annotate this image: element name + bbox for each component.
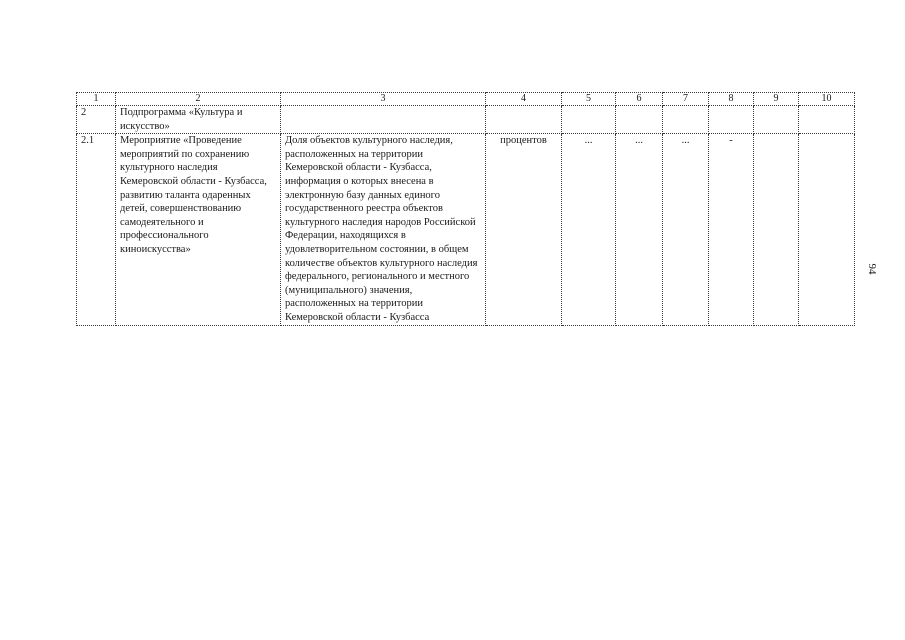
column-header: 9 xyxy=(754,93,799,106)
value-col7: ... xyxy=(663,134,709,325)
measure-number: 2.1 xyxy=(77,134,116,325)
column-header: 7 xyxy=(663,93,709,106)
indicators-table xyxy=(76,92,855,326)
unit-of-measure: процентов xyxy=(486,134,562,325)
table-cell xyxy=(562,106,616,134)
column-header: 3 xyxy=(281,93,486,106)
subprogram-title: Подпрограмма «Культура и искусство» xyxy=(116,106,281,134)
table-row-measure xyxy=(77,134,855,325)
column-header: 2 xyxy=(116,93,281,106)
table-cell xyxy=(281,106,486,134)
value-col8: - xyxy=(709,134,754,325)
value-col10 xyxy=(799,134,855,325)
indicator-description: Доля объектов культурного наследия, расположенных на территории Кемеровской области - Кузбасса, информация о которых внесена в электронную базу данных единого государственного реестра объектов культурного наследия народов Российской Федерации, находящихся в удовлетворительном состоянии, в общем количестве объектов культурного наследия федерального, регионального и местного (муниципального) значения, расположенных на территории Кемеровской области - Кузбасса xyxy=(281,134,486,325)
table-cell xyxy=(486,106,562,134)
value-col6: ... xyxy=(616,134,663,325)
column-header: 1 xyxy=(77,93,116,106)
column-header: 8 xyxy=(709,93,754,106)
table-cell xyxy=(663,106,709,134)
table-header-row xyxy=(77,93,855,106)
column-header: 4 xyxy=(486,93,562,106)
subprogram-number: 2 xyxy=(77,106,116,134)
column-header: 6 xyxy=(616,93,663,106)
table-cell xyxy=(709,106,754,134)
value-col9 xyxy=(754,134,799,325)
table-cell xyxy=(616,106,663,134)
table-row-subprogram xyxy=(77,106,855,134)
table-cell xyxy=(799,106,855,134)
page-number: 94 xyxy=(866,263,878,275)
column-header: 5 xyxy=(562,93,616,106)
column-header: 10 xyxy=(799,93,855,106)
table-cell xyxy=(754,106,799,134)
measure-name: Мероприятие «Проведение мероприятий по сохранению культурного наследия Кемеровской области - Кузбасса, развитию таланта одаренных детей, совершенствованию самодеятельного и профессионального киноискусства» xyxy=(116,134,281,325)
value-col5: ... xyxy=(562,134,616,325)
